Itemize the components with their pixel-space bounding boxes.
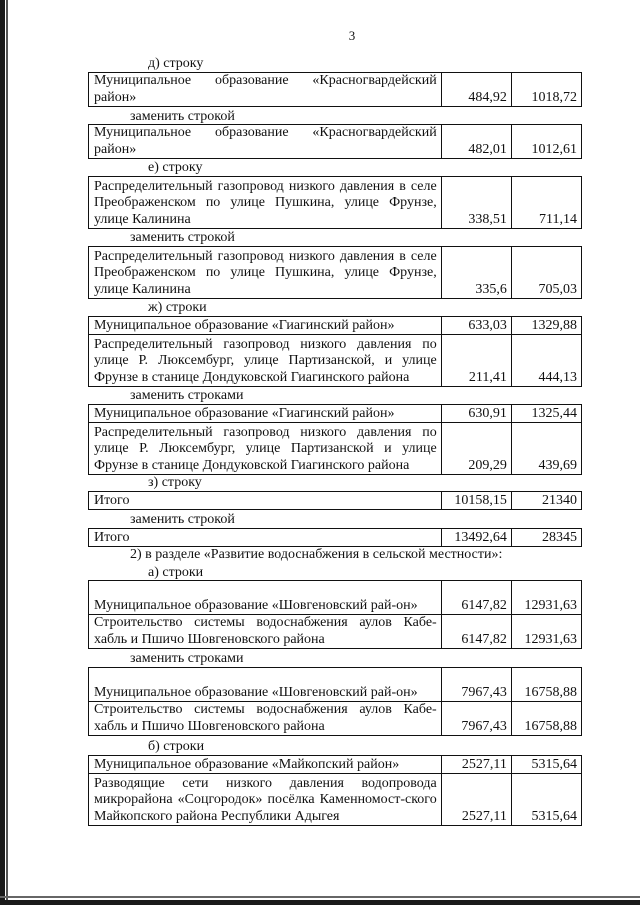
- page-number: 3: [348, 28, 356, 43]
- row-name-cell: Муниципальное образование «Гиагинский район»: [89, 405, 442, 423]
- table-row: [89, 492, 582, 510]
- section-label: ж) строки: [148, 300, 207, 315]
- row-value-1-cell: 6147,82: [441, 615, 511, 649]
- row-value-2-cell: 705,03: [511, 247, 581, 299]
- table-row: [89, 317, 582, 335]
- row-value-2-cell: 16758,88: [511, 668, 581, 702]
- budget-table: [88, 316, 582, 387]
- section-label: 2) в разделе «Развитие водоснабжения в сельской местности»:: [130, 547, 503, 562]
- row-value-1-cell: 10158,15: [441, 492, 511, 510]
- scan-edge-bottom: [0, 900, 640, 905]
- budget-table: [88, 124, 582, 159]
- table-row: [89, 581, 582, 615]
- row-name-cell: Распределительный газопровод низкого давления в селе Преображенском по улице Пушкина, улице Фрунзе, улице Калинина: [89, 247, 442, 299]
- section-label: заменить строкой: [130, 230, 235, 245]
- scan-edge-left-inner: [6, 0, 8, 905]
- section-label: з) строку: [148, 475, 202, 490]
- table-row: [89, 247, 582, 299]
- row-value-2-cell: 12931,63: [511, 615, 581, 649]
- row-value-2-cell: 5315,64: [511, 774, 581, 826]
- section-label: б) строки: [148, 739, 205, 754]
- table-row: [89, 125, 582, 159]
- scan-edge-bottom-inner: [0, 896, 640, 898]
- row-value-2-cell: 16758,88: [511, 702, 581, 736]
- row-name-cell: Разводящие сети низкого давления водопровода микрорайона «Соцгородок» посёлка Каменномост-ского Майкопского района Республики Адыгея: [89, 774, 442, 826]
- section-label: д) строку: [148, 56, 204, 71]
- row-value-2-cell: 1018,72: [511, 73, 581, 107]
- row-value-1-cell: 2527,11: [441, 774, 511, 826]
- budget-table: [88, 580, 582, 649]
- budget-table: [88, 755, 582, 826]
- budget-table: [88, 404, 582, 475]
- table-row: [89, 335, 582, 387]
- row-value-1-cell: 2527,11: [441, 756, 511, 774]
- row-value-1-cell: 7967,43: [441, 702, 511, 736]
- row-name-cell: Муниципальное образование «Красногвардейский район»: [89, 73, 442, 107]
- row-value-1-cell: 338,51: [441, 177, 511, 229]
- row-value-2-cell: 1329,88: [511, 317, 581, 335]
- row-name-cell: Строительство системы водоснабжения аулов Кабе-хабль и Пшичо Шовгеновского района: [89, 702, 442, 736]
- section-label: а) строки: [148, 565, 204, 580]
- row-name-cell: Муниципальное образование «Шовгеновский рай-он»: [89, 668, 442, 702]
- budget-table: [88, 176, 582, 229]
- scan-edge-left: [0, 0, 5, 905]
- table-row: [89, 756, 582, 774]
- row-value-1-cell: 13492,64: [441, 529, 511, 547]
- row-value-1-cell: 7967,43: [441, 668, 511, 702]
- row-name-cell: Строительство системы водоснабжения аулов Кабе-хабль и Пшичо Шовгеновского района: [89, 615, 442, 649]
- table-row: [89, 73, 582, 107]
- budget-table: [88, 246, 582, 299]
- row-name-cell: Муниципальное образование «Майкопский район»: [89, 756, 442, 774]
- row-name-cell: Распределительный газопровод низкого давления по улице Р. Люксембург, улице Партизанской и улице Фрунзе в станице Дондуковской Гиагинского района: [89, 423, 442, 475]
- row-value-2-cell: 5315,64: [511, 756, 581, 774]
- row-name-cell: Распределительный газопровод низкого давления в селе Преображенском по улице Пушкина, улице Фрунзе, улице Калинина: [89, 177, 442, 229]
- row-name-cell: Муниципальное образование «Красногвардейский район»: [89, 125, 442, 159]
- row-value-2-cell: 21340: [511, 492, 581, 510]
- section-label: е) строку: [148, 160, 203, 175]
- row-name-cell: Муниципальное образование «Гиагинский район»: [89, 317, 442, 335]
- row-value-1-cell: 6147,82: [441, 581, 511, 615]
- table-row: [89, 615, 582, 649]
- table-row: [89, 702, 582, 736]
- section-label: заменить строками: [130, 651, 244, 666]
- section-label: заменить строкой: [130, 109, 235, 124]
- row-value-2-cell: 28345: [511, 529, 581, 547]
- row-value-1-cell: 211,41: [441, 335, 511, 387]
- row-name-cell: Итого: [89, 529, 442, 547]
- budget-table: [88, 72, 582, 107]
- row-name-cell: Муниципальное образование «Шовгеновский рай-он»: [89, 581, 442, 615]
- row-value-1-cell: 633,03: [441, 317, 511, 335]
- row-value-1-cell: 482,01: [441, 125, 511, 159]
- table-row: [89, 774, 582, 826]
- budget-table: [88, 667, 582, 736]
- budget-table: [88, 491, 582, 510]
- section-label: заменить строками: [130, 388, 244, 403]
- row-value-1-cell: 630,91: [441, 405, 511, 423]
- row-value-1-cell: 335,6: [441, 247, 511, 299]
- row-value-2-cell: 711,14: [511, 177, 581, 229]
- row-value-1-cell: 484,92: [441, 73, 511, 107]
- budget-table: [88, 528, 582, 547]
- row-name-cell: Итого: [89, 492, 442, 510]
- row-value-2-cell: 12931,63: [511, 581, 581, 615]
- table-row: [89, 423, 582, 475]
- row-value-2-cell: 444,13: [511, 335, 581, 387]
- table-row: [89, 177, 582, 229]
- row-value-2-cell: 1012,61: [511, 125, 581, 159]
- row-value-2-cell: 1325,44: [511, 405, 581, 423]
- section-label: заменить строкой: [130, 512, 235, 527]
- table-row: [89, 405, 582, 423]
- table-row: [89, 529, 582, 547]
- row-value-2-cell: 439,69: [511, 423, 581, 475]
- table-row: [89, 668, 582, 702]
- row-name-cell: Распределительный газопровод низкого давления по улице Р. Люксембург, улице Партизанской, и улице Фрунзе в станице Дондуковской Гиагинского района: [89, 335, 442, 387]
- row-value-1-cell: 209,29: [441, 423, 511, 475]
